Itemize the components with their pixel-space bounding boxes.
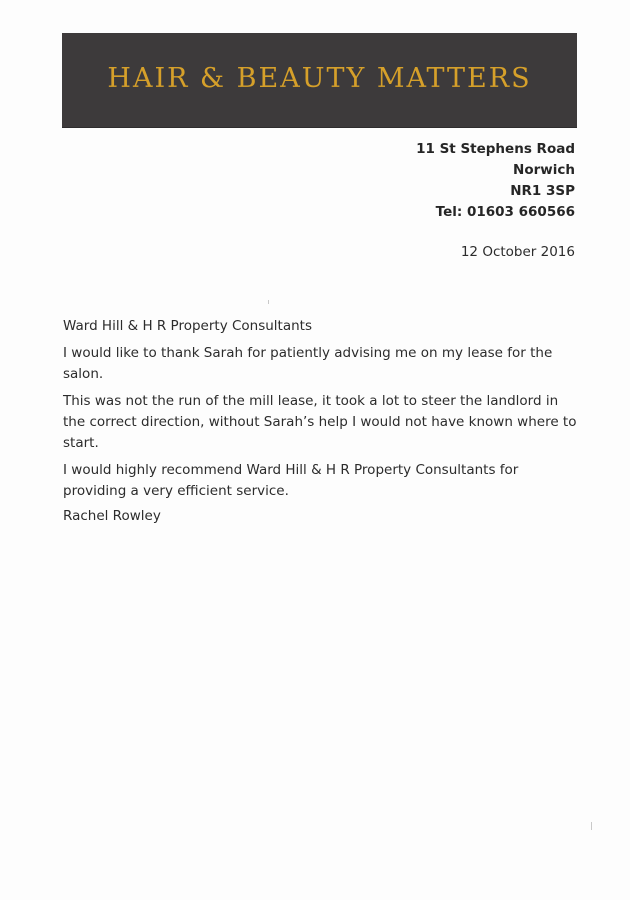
paragraph-thanks: I would like to thank Sarah for patiently advising me on my lease for the salon. — [63, 345, 553, 382]
address-postcode: NR1 3SP — [510, 183, 575, 199]
letterhead-banner — [62, 33, 577, 127]
scan-speck — [591, 822, 592, 830]
recipient-line: Ward Hill & H R Property Consultants — [63, 318, 313, 334]
address-phone: Tel: 01603 660566 — [435, 204, 575, 220]
paragraph-recommendation: I would highly recommend Ward Hill & H R Property Consultants for providing a very efficient service. — [63, 462, 519, 499]
signature-name: Rachel Rowley — [63, 508, 161, 524]
letter-body — [63, 316, 583, 508]
address-city: Norwich — [513, 162, 575, 178]
letter-date: 12 October 2016 — [460, 244, 575, 260]
paragraph-details: This was not the run of the mill lease, it took a lot to steer the landlord in the correct direction, without Sarah’s help I would not have known where to start. — [63, 393, 577, 451]
scan-speck — [268, 300, 269, 304]
address-street: 11 St Stephens Road — [416, 141, 575, 157]
letterhead-title: HAIR & BEAUTY MATTERS — [107, 63, 532, 94]
sender-address — [416, 139, 575, 223]
